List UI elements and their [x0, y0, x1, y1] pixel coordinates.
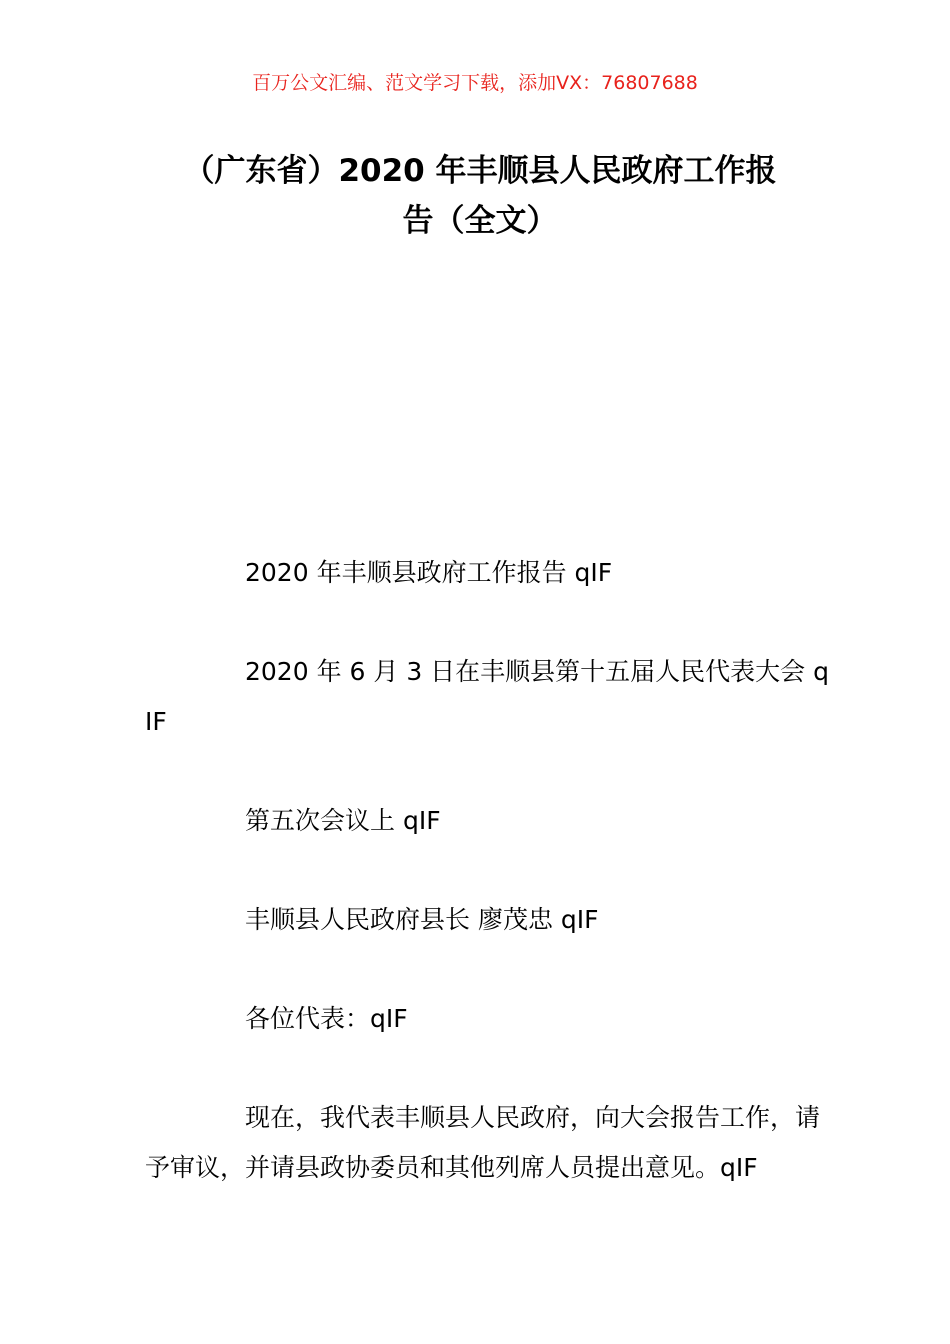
paragraph-meeting-date: 2020 年 6 月 3 日在丰顺县第十五届人民代表大会 qIF [145, 657, 829, 736]
paragraph-report-title: 2020 年丰顺县政府工作报告 qIF [245, 558, 613, 587]
header-promo-note: 百万公文汇编、范文学习下载，添加VX：76807688 [252, 72, 698, 94]
document-title [150, 146, 810, 246]
paragraph-salutation: 各位代表：qIF [245, 1004, 408, 1033]
paragraph-speaker: 丰顺县人民政府县长 廖茂忠 qIF [245, 905, 599, 934]
title-line-2: 告（全文） [402, 203, 558, 239]
document-body [145, 548, 835, 1242]
title-line-1: （广东省）2020 年丰顺县人民政府工作报 [183, 153, 777, 189]
paragraph-opening: 现在，我代表丰顺县人民政府，向大会报告工作，请予审议，并请县政协委员和其他列席人员提出意见。qIF [145, 1103, 821, 1182]
paragraph-session: 第五次会议上 qIF [245, 806, 441, 835]
